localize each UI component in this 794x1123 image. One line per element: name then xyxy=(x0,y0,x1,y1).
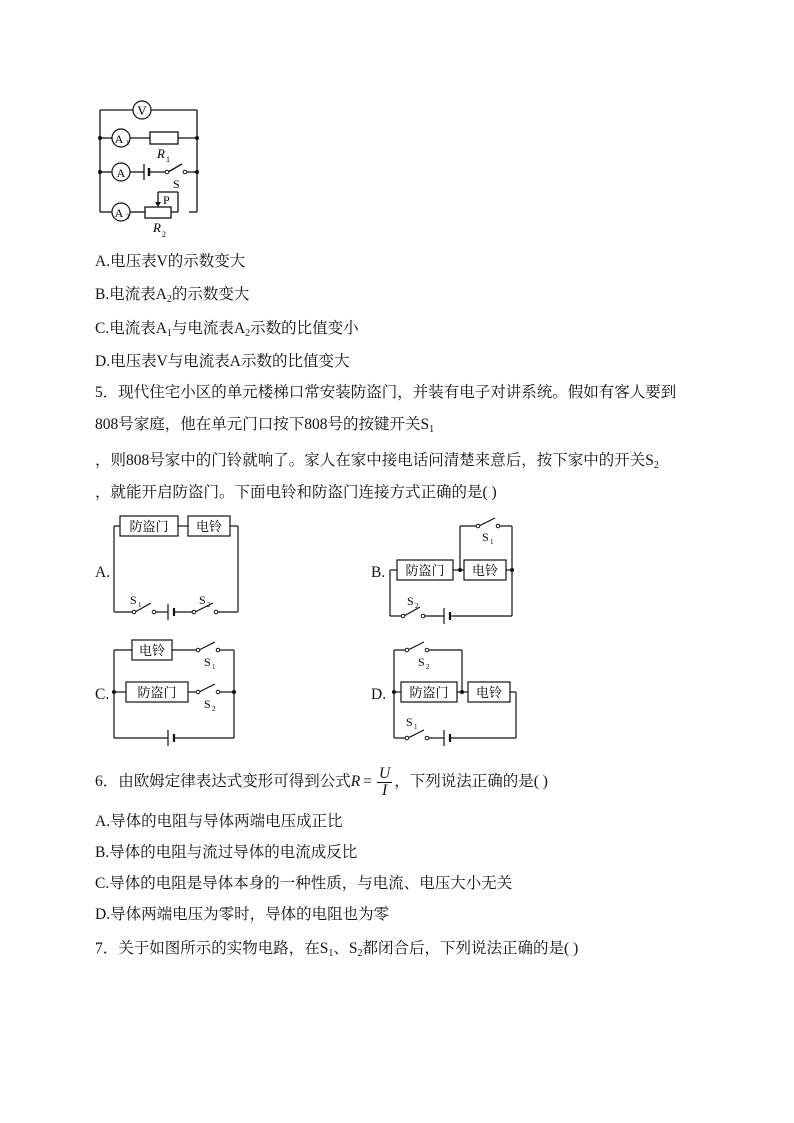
s2-sub: 2 xyxy=(426,663,430,671)
r1-sub: 1 xyxy=(166,155,170,164)
s1-label: S xyxy=(204,655,211,669)
q4-option-a: A.电压表V的示数变大 xyxy=(95,253,246,270)
q5-option-b-label: B. xyxy=(371,564,386,581)
q4-option-b: B.电流表$A_2$的示数变大 xyxy=(95,286,250,305)
door-label: 防盗门 xyxy=(137,685,177,700)
q6-option-d: D.导体两端电压为零时，导体的电阻也为零 xyxy=(95,906,390,923)
s2-label: S xyxy=(199,593,206,607)
q5-option-a-label: A. xyxy=(95,564,111,581)
q6-stem: 6．由欧姆定律表达式变形可得到公式R = $\frac{U}{I}$ ，下列说法正确的是( ) xyxy=(95,764,548,799)
switch-s-label: S xyxy=(173,177,180,191)
q6-option-a: A.导体的电阻与导体两端电压成正比 xyxy=(95,813,343,830)
q6-fraction: $\frac{U}{I}$ xyxy=(378,764,391,799)
q5-option-d-label: D. xyxy=(371,686,387,703)
ammeter1-label: A xyxy=(114,132,124,146)
q7-stem: 7．关于如图所示的实物电路，在$S_1$、$S_2$都闭合后，下列说法正确的是( ) xyxy=(95,940,579,959)
ammeter2-label: A xyxy=(114,206,124,220)
q5-circuit-c xyxy=(110,636,245,748)
s2-sub: 2 xyxy=(415,602,419,610)
q5-stem-line2: 808号家庭，他在单元门口按下808号的按键开关$S_1$ xyxy=(95,416,435,435)
q4-option-c: C.电流表$A_1$与电流表$A_2$示数的比值变小 xyxy=(95,320,359,339)
q5-stem-line3: ，则808号家中的门铃就响了。家人在家中接电话问清楚来意后，按下家中的开关$S_2$ xyxy=(95,452,659,471)
s1-sub: 1 xyxy=(490,538,494,546)
ammeter2-sub: 2 xyxy=(126,213,130,221)
door-label: 防盗门 xyxy=(409,685,449,700)
q5-circuit-b xyxy=(386,512,521,628)
s1-sub: 1 xyxy=(212,663,216,671)
q5-circuit-a xyxy=(110,512,245,624)
ammeter1-sub: 1 xyxy=(126,139,130,147)
q6-option-c: C.导体的电阻是导体本身的一种性质，与电流、电压大小无关 xyxy=(95,875,513,892)
s1-label: S xyxy=(482,530,489,544)
q6-option-b: B.导体的电阻与流过导体的电流成反比 xyxy=(95,844,358,861)
bell-label: 电铃 xyxy=(195,519,223,534)
r2-sub: 2 xyxy=(162,230,166,239)
r1-label: R xyxy=(157,146,165,161)
bell-label: 电铃 xyxy=(471,563,499,578)
door-label: 防盗门 xyxy=(405,563,445,578)
slider-p-label: P xyxy=(163,193,170,207)
s2-label: S xyxy=(204,697,211,711)
q5-stem-line4: ，就能开启防盗门。下面电铃和防盗门连接方式正确的是( ) xyxy=(95,484,497,501)
r2-label: R xyxy=(153,220,161,235)
s1-label: S xyxy=(130,593,137,607)
s2-sub: 2 xyxy=(207,601,211,609)
bell-label: 电铃 xyxy=(138,643,166,658)
s1-sub: 1 xyxy=(138,601,142,609)
s2-label: S xyxy=(407,594,414,608)
s2-sub: 2 xyxy=(212,705,216,713)
q4-circuit-diagram xyxy=(90,96,220,244)
s1-sub: 1 xyxy=(414,723,418,731)
q5-option-c-label: C. xyxy=(95,686,110,703)
voltmeter-label: V xyxy=(137,103,147,118)
s2-label: S xyxy=(418,655,425,669)
q4-option-d: D.电压表V与电流表A示数的比值变大 xyxy=(95,353,350,370)
bell-label: 电铃 xyxy=(475,685,503,700)
s1-label: S xyxy=(406,715,413,729)
q5-circuit-d xyxy=(386,636,521,748)
ammeter-label: A xyxy=(116,166,126,180)
door-label: 防盗门 xyxy=(129,519,169,534)
q5-stem-line1: 5．现代住宅小区的单元楼梯口常安装防盗门，并装有电子对讲系统。假如有客人要到 xyxy=(95,384,677,401)
